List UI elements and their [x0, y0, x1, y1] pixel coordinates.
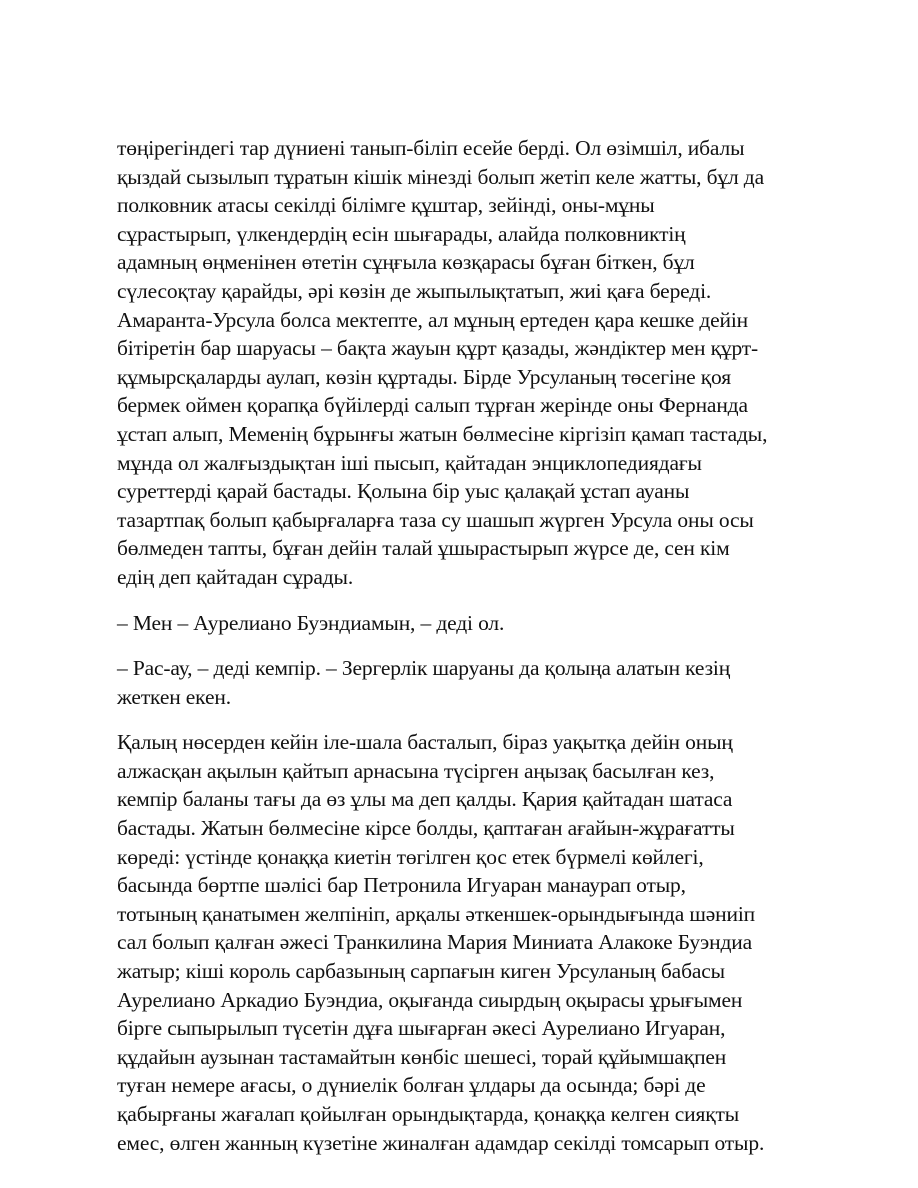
text-line: көреді: үстінде қонаққа киетін төгілген қос етек бүрмелі көйлегі, [117, 844, 704, 869]
text-line: сал болып қалған әжесі Транкилина Мария Миниата Алакоке Буэндиа [117, 930, 752, 955]
text-line: бастады. Жатын бөлмесіне кірсе болды, қаптаған ағайын-жұрағатты [117, 816, 735, 841]
text-line: адамның өңменінен өтетін сұңғыла көзқарасы бұған біткен, бұл [117, 250, 695, 275]
paragraph-2 [117, 609, 801, 638]
text-line: ұстап алып, Меменің бұрынғы жатын бөлмесіне кіргізіп қамап тастады, [117, 421, 768, 446]
text-line: бермек оймен қорапқа бүйілерді салып тұрған жерінде оны Фернанда [117, 393, 748, 418]
text-line: едің деп қайтадан сұрады. [117, 564, 354, 589]
text-line: төңірегіндегі тар дүниені танып-біліп есейе берді. Ол өзімшіл, ибалы [117, 136, 745, 160]
text-line: – Мен – Аурелиано Буэндиамын, – деді ол. [117, 610, 505, 635]
text-line: мұнда ол жалғыздықтан іші пысып, қайтадан энциклопедиядағы [117, 450, 702, 475]
text-line: бөлмеден тапты, бұған дейін талай ұшырастырып жүрсе де, сен кім [117, 536, 730, 561]
text-line: Қалың нөсерден кейін іле-шала басталып, біраз уақытқа дейін оның [117, 730, 733, 755]
text-line: тазартпақ болып қабырғаларға таза су шашып жүрген Урсула оны осы [117, 507, 754, 532]
text-line: Аурелиано Аркадио Буэндиа, оқығанда сиырдың оқырасы ұрығымен [117, 987, 743, 1012]
paragraph-4 [117, 728, 801, 1157]
text-line: туған немере ағасы, о дүниелік болған ұлдары да осында; бәрі де [117, 1073, 706, 1098]
text-line: құдайын аузынан тастамайтын көнбіс шешесі, торай құйымшақпен [117, 1044, 727, 1069]
text-line: қыздай сызылып тұратын кішік мінезді болып жетіп келе жатты, бұл да [117, 164, 764, 189]
text-line: құмырсқаларды аулап, көзін құртады. Бірде Урсуланың төсегіне қоя [117, 364, 731, 389]
text-line: суреттерді қарай бастады. Қолына бір уыс қалақай ұстап ауаны [117, 479, 690, 504]
text-line: тотының қанатымен желпініп, арқалы әткеншек-орындығында шәниіп [117, 901, 756, 926]
text-line: бітіретін бар шаруасы – бақта жауын құрт қазады, жәндіктер мен құрт- [117, 336, 759, 361]
text-line: бірге сыпырылып түсетін дұға шығарған әкесі Аурелиано Игуаран, [117, 1016, 726, 1041]
text-line: қабырғаны жағалап қойылған орындықтарда, қонаққа келген сияқты [117, 1102, 740, 1126]
text-line: сұрастырып, үлкендердің есін шығарады, алайда полковниктің [117, 221, 686, 246]
text-line: жатыр; кіші король сарбазының сарпағын киген Урсуланың бабасы [117, 959, 725, 984]
text-line: полковник атасы секілді білімге құштар, зейінді, оны-мұны [117, 193, 655, 218]
text-line: алжасқан ақылын қайтып арнасына түсірген аңызақ басылған кез, [117, 758, 715, 783]
text-line: кемпір баланы тағы да өз ұлы ма деп қалды. Қария қайтадан шатаса [117, 787, 733, 812]
text-line: Амаранта-Урсула болса мектепте, ал мұның ертеден қара кешке дейін [117, 307, 749, 332]
paragraph-1 [117, 134, 801, 592]
text-line: – Рас-ау, – деді кемпір. – Зергерлік шаруаны да қолыңа алатын кезің [117, 656, 731, 681]
paragraph-3 [117, 654, 801, 711]
document-page [117, 134, 801, 1174]
text-line: сүлесоқтау қарайды, әрі көзін де жыпылықтатып, жиі қаға береді. [117, 278, 712, 303]
text-line: басында бөртпе шәлісі бар Петронила Игуаран манаурап отыр, [117, 873, 686, 898]
text-line: емес, өлген жанның күзетіне жиналған адамдар секілді томсарып отыр. [117, 1130, 765, 1155]
text-line: жеткен екен. [117, 684, 231, 709]
